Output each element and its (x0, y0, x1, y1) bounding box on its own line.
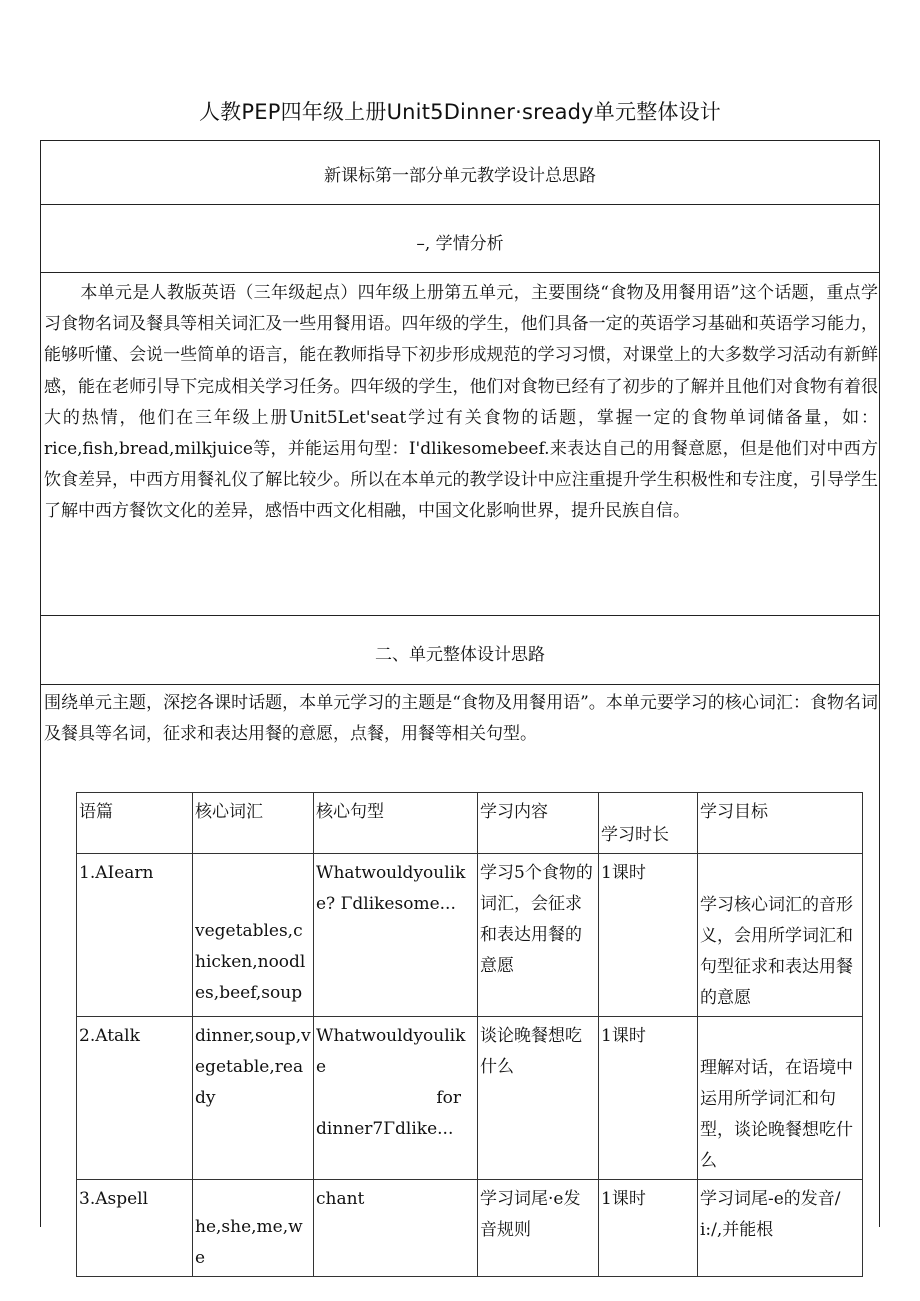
content-cell: 学习5个食物的词汇，会征求和表达用餐的意愿 (478, 854, 599, 1017)
table-row (77, 1180, 863, 1277)
pattern-cell (314, 1017, 478, 1180)
pattern-line: for (436, 1088, 461, 1108)
lesson-cell: 1.AIearn (77, 854, 193, 1017)
unit-design-paragraph: 围绕单元主题，深挖各课时话题，本单元学习的主题是“食物及用餐用语”。本单元要学习的核心词汇：食物名词及餐具等名词，征求和表达用餐的意愿，点餐，用餐等相关句型。 (44, 693, 878, 745)
unit-design-heading: 二、单元整体设计思路 (375, 645, 545, 665)
table-header-row (77, 793, 863, 854)
duration-cell: 1课时 (599, 854, 698, 1017)
learner-analysis-text: 本单元是人教版英语（三年级起点）四年级上册第五单元，主要围绕“食物及用餐用语”这个话题，重点学习食物名词及餐具等相关词汇及一些用餐用语。四年级的学生，他们具备一定的英语学习基础和英语学习能力，能够听懂、会说一些简单的语言，能在教师指导下初步形成规范的学习习惯，对课堂上的大多数学习活动有新鲜感，能在老师引导下完成相关学习任务。四年级的学生，他们对食物已经有了初步的了解并且他们对食物有着很大的热情，他们在三年级上册Unit5Let'seat学过有关食物的话题，掌握一定的食物单词储备量，如：rice,fish,bread,milkjuice等，并能运用句型：I'dlikesomebeef.来表达自己的用餐意愿，但是他们对中西方饮食差异，中西方用餐礼仪了解比较少。所以在本单元的教学设计中应注重提升学生积极性和专注度，引导学生了解中西方餐饮文化的差异，感悟中西文化相融，中国文化影响世界，提升民族自信。 (44, 283, 878, 522)
header-pattern: 核心句型 (314, 793, 478, 854)
pattern-cell: Whatwouldyoulike? Γdlikesome... (314, 854, 478, 1017)
content-cell: 谈论晚餐想吃什么 (478, 1017, 599, 1180)
row-divider (40, 272, 880, 273)
section-main-heading: 新课标第一部分单元教学设计总思路 (324, 166, 596, 186)
row-divider (40, 684, 880, 685)
table-row (77, 854, 863, 1017)
header-content: 学习内容 (478, 793, 599, 854)
vocab-cell: dinner,soup,vegetable,ready (193, 1017, 314, 1180)
vocab-cell: vegetables,chicken,noodles,beef,soup (193, 854, 314, 1017)
goal-cell: 学习词尾-e的发音/i:/,并能根 (698, 1180, 863, 1277)
lesson-cell: 3.Aspell (77, 1180, 193, 1277)
document-title: 人教PEP四年级上册Unit5Dinner·sready单元整体设计 (198, 100, 722, 124)
row-divider (40, 204, 880, 205)
header-vocab: 核心词汇 (193, 793, 314, 854)
learner-analysis-heading: –, 学情分析 (416, 234, 504, 254)
goal-cell: 理解对话，在语境中运用所学词汇和句型，谈论晚餐想吃什么 (698, 1017, 863, 1180)
learner-analysis-paragraph (44, 278, 878, 528)
lesson-plan-table (76, 792, 863, 1277)
header-goal: 学习目标 (698, 793, 863, 854)
header-lesson: 语篇 (77, 793, 193, 854)
vocab-cell: he,she,me,we (193, 1180, 314, 1277)
table-row (77, 1017, 863, 1180)
goal-cell: 学习核心词汇的音形义，会用所学词汇和句型征求和表达用餐的意愿 (698, 854, 863, 1017)
duration-cell: 1课时 (599, 1017, 698, 1180)
content-cell: 学习词尾·e发音规则 (478, 1180, 599, 1277)
pattern-line: dinner7Γdlike... (316, 1119, 454, 1139)
row-divider (40, 615, 880, 616)
duration-cell: 1课时 (599, 1180, 698, 1277)
pattern-line: Whatwouldyoulike (316, 1026, 466, 1077)
lesson-cell: 2.Atalk (77, 1017, 193, 1180)
pattern-cell: chant (314, 1180, 478, 1277)
header-duration: 学习时长 (599, 793, 698, 854)
